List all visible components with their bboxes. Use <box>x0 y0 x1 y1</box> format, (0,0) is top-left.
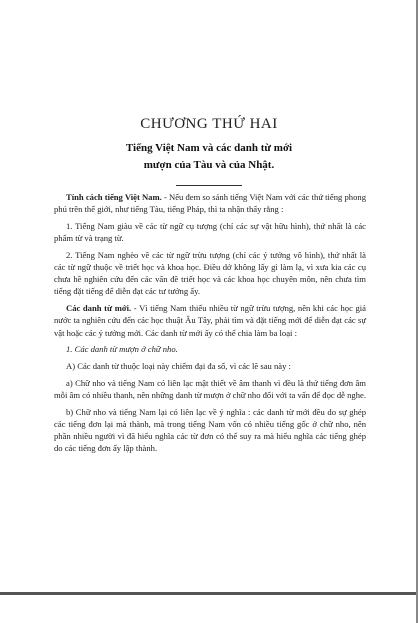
paragraph-2: 1. Tiếng Nam giàu về các từ ngữ cụ tượng (chỉ các sự vật hữu hình), thứ nhất là các phẩm từ và trạng từ. <box>54 220 366 244</box>
scan-bottom-edge <box>0 592 418 595</box>
paragraph-1 <box>54 191 366 215</box>
paragraph-3: 2. Tiếng Nam nghèo về các từ ngữ trừu tượng (chỉ các ý tưởng vô hình), thứ nhất là các từ ngữ thuộc về triết học và khoa học. Điều dở không lấy gì làm lạ, vì xưa kia các cụ chưa hề nghiên cứu đến các vấn đề triết học và các khoa học chuyên môn, nên chưa tìm tiếng đặt tiếng để diễn đạt các tư tưởng ấy. <box>54 249 366 297</box>
paragraph-6: A) Các danh từ thuộc loại này chiếm đại đa số, vì các lẽ sau này : <box>66 360 291 371</box>
paragraph-4-lead: Các danh từ mới. <box>66 303 132 314</box>
paragraph-1-text: - Nếu đem so sánh tiếng Việt Nam với các thứ tiếng phong phú trên thế giới, như tiếng Tàu, tiếng Pháp, thì ta nhận thấy rằng : <box>54 192 366 215</box>
paragraph-4-text: - Vì tiếng Nam thiếu nhiều từ ngữ trừu tượng, nên khi các học giả nước ta nghiên cứu đến các học thuật Âu Tây, phải tìm và đặt tiếng mới để diễn đạt các sự vật hoặc các ý tưởng mới. Các danh từ mới ấy có thể chia làm ba loại : <box>54 303 366 338</box>
body-text <box>54 191 366 459</box>
paragraph-4 <box>54 302 366 339</box>
title-divider <box>176 185 242 186</box>
chapter-title <box>60 140 358 174</box>
paragraph-1-lead: Tính cách tiếng Việt Nam. <box>66 192 162 202</box>
paragraph-7: a) Chữ nho và tiếng Nam có liên lạc mật thiết về âm thanh vì đều là thứ tiếng đơn âm mỗi âm có nhiều thanh, nên những danh từ mượn ở chữ nho đối với ta vấn để đọc dễ nghe. <box>54 377 366 400</box>
paragraph-8: b) Chữ nho và tiếng Nam lại có liên lạc về ý nghĩa : các danh từ mới đều do sự ghép các tiếng đơn lại mà thành, mà trong tiếng Nam vốn có nhiều tiếng gốc ở chữ nho, nên phần nhiều người vì đã hiểu nghĩa các từ đơn có thể suy ra mà hiểu nghĩa các tiếng ghép do các tiếng đơn ấy lập thành. <box>54 406 366 454</box>
chapter-title-line-1: Tiếng Việt Nam và các danh từ mới <box>125 142 293 154</box>
paragraph-5: 1. Các danh từ mượn ở chữ nho. <box>66 344 178 355</box>
chapter-heading: CHƯƠNG THỨ HAI <box>140 116 278 132</box>
chapter-title-line-2: mượn của Tàu và của Nhật. <box>143 159 275 171</box>
